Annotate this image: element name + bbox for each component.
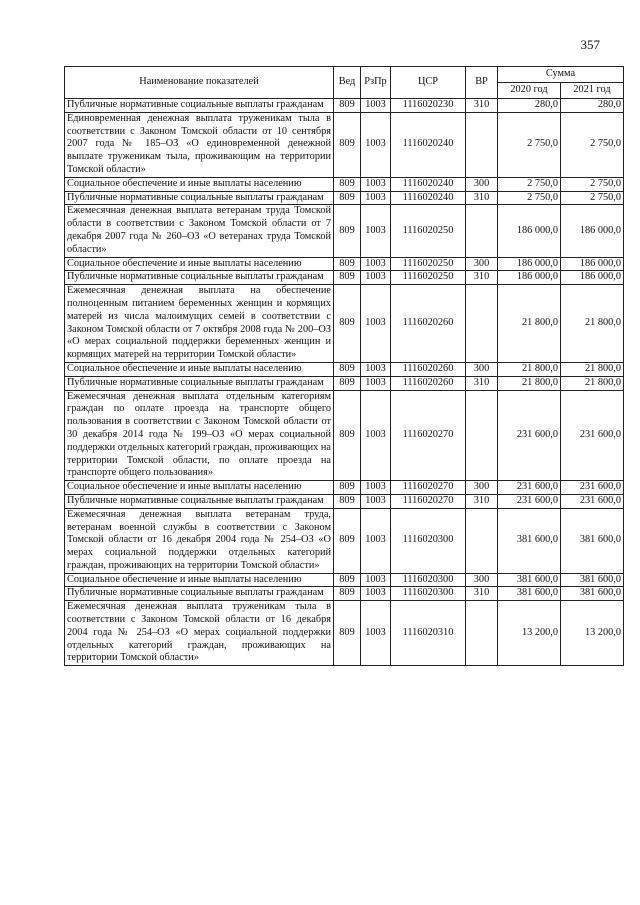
- row-ved: 809: [334, 390, 361, 481]
- row-csr: 1116020230: [391, 99, 466, 113]
- row-name: Ежемесячная денежная выплата на обеспечение полноценным питанием беременных женщин и кормящих матерей из числа малоимущих семей в соответствии с Законом Томской области от 7 октября 2008 года № 200–ОЗ «О мерах социальной поддержки беременных женщин и кормящих матерей на территории Томской области»: [65, 285, 334, 363]
- table-row: [65, 494, 624, 508]
- table-row: [65, 271, 624, 285]
- row-vr: [466, 285, 498, 363]
- row-vr: 300: [466, 177, 498, 191]
- row-csr: 1116020300: [391, 573, 466, 587]
- row-name: Ежемесячная денежная выплата ветеранам труда Томской области в соответствии с Законом Томской области от 7 декабря 2007 года № 260–ОЗ «О ветеранах труда Томской области»: [65, 205, 334, 257]
- row-csr: 1116020270: [391, 390, 466, 481]
- table-row: [65, 257, 624, 271]
- row-sum-2021: 186 000,0: [561, 271, 624, 285]
- row-csr: 1116020250: [391, 257, 466, 271]
- header-csr: ЦСР: [391, 67, 466, 99]
- table-row: [65, 99, 624, 113]
- row-sum-2020: 381 600,0: [498, 573, 561, 587]
- table-row: [65, 112, 624, 177]
- row-sum-2020: 186 000,0: [498, 205, 561, 257]
- row-rzpr: 1003: [361, 601, 391, 666]
- row-sum-2020: 21 800,0: [498, 376, 561, 390]
- row-name: Единовременная денежная выплата труженикам тыла в соответствии с Законом Томской области от 10 сентября 2007 года № 185–ОЗ «О единовременной денежной выплате труженикам тыла, проживающим на территории Томской области»: [65, 112, 334, 177]
- row-vr: [466, 601, 498, 666]
- row-ved: 809: [334, 285, 361, 363]
- table-row: [65, 573, 624, 587]
- row-ved: 809: [334, 177, 361, 191]
- table-row: [65, 376, 624, 390]
- header-rzpr: РзПр: [361, 67, 391, 99]
- row-ved: 809: [334, 587, 361, 601]
- row-vr: [466, 205, 498, 257]
- row-ved: 809: [334, 508, 361, 573]
- row-sum-2020: 13 200,0: [498, 601, 561, 666]
- row-vr: 300: [466, 362, 498, 376]
- row-ved: 809: [334, 205, 361, 257]
- row-name: Публичные нормативные социальные выплаты гражданам: [65, 191, 334, 205]
- row-csr: 1116020270: [391, 481, 466, 495]
- row-vr: 300: [466, 481, 498, 495]
- row-rzpr: 1003: [361, 481, 391, 495]
- row-ved: 809: [334, 257, 361, 271]
- row-ved: 809: [334, 376, 361, 390]
- row-sum-2020: 231 600,0: [498, 494, 561, 508]
- row-vr: 310: [466, 376, 498, 390]
- row-sum-2021: 186 000,0: [561, 205, 624, 257]
- row-name: Публичные нормативные социальные выплаты гражданам: [65, 376, 334, 390]
- row-csr: 1116020300: [391, 508, 466, 573]
- row-name: Социальное обеспечение и иные выплаты населению: [65, 177, 334, 191]
- row-rzpr: 1003: [361, 257, 391, 271]
- row-name: Публичные нормативные социальные выплаты гражданам: [65, 587, 334, 601]
- row-ved: 809: [334, 573, 361, 587]
- row-rzpr: 1003: [361, 362, 391, 376]
- row-sum-2021: 21 800,0: [561, 376, 624, 390]
- row-rzpr: 1003: [361, 271, 391, 285]
- row-ved: 809: [334, 271, 361, 285]
- row-rzpr: 1003: [361, 177, 391, 191]
- row-rzpr: 1003: [361, 390, 391, 481]
- page-number: 357: [580, 37, 600, 52]
- row-sum-2020: 2 750,0: [498, 191, 561, 205]
- header-year-2020: 2020 год: [498, 83, 561, 99]
- row-sum-2021: 381 600,0: [561, 508, 624, 573]
- row-vr: [466, 508, 498, 573]
- row-csr: 1116020310: [391, 601, 466, 666]
- row-rzpr: 1003: [361, 285, 391, 363]
- row-sum-2021: 186 000,0: [561, 257, 624, 271]
- table-row: [65, 285, 624, 363]
- row-ved: 809: [334, 112, 361, 177]
- row-sum-2021: 2 750,0: [561, 177, 624, 191]
- header-year-2021: 2021 год: [561, 83, 624, 99]
- row-name: Публичные нормативные социальные выплаты гражданам: [65, 271, 334, 285]
- row-ved: 809: [334, 99, 361, 113]
- row-vr: 310: [466, 587, 498, 601]
- row-rzpr: 1003: [361, 508, 391, 573]
- row-rzpr: 1003: [361, 494, 391, 508]
- row-ved: 809: [334, 362, 361, 376]
- row-rzpr: 1003: [361, 112, 391, 177]
- row-csr: 1116020260: [391, 285, 466, 363]
- row-sum-2020: 280,0: [498, 99, 561, 113]
- row-sum-2021: 2 750,0: [561, 191, 624, 205]
- header-name: Наименование показателей: [65, 67, 334, 99]
- row-rzpr: 1003: [361, 99, 391, 113]
- table-row: [65, 481, 624, 495]
- row-name: Ежемесячная денежная выплата ветеранам труда, ветеранам военной службы в соответствии с Законом Томской области от 16 декабря 2004 года № 254–ОЗ «О мерах социальной поддержки отдельных категорий граждан, проживающих на территории Томской области»: [65, 508, 334, 573]
- row-name: Социальное обеспечение и иные выплаты населению: [65, 573, 334, 587]
- row-sum-2020: 381 600,0: [498, 508, 561, 573]
- row-csr: 1116020270: [391, 494, 466, 508]
- row-csr: 1116020240: [391, 191, 466, 205]
- row-name: Ежемесячная денежная выплата труженикам тыла в соответствии с Законом Томской области от 16 декабря 2004 года № 254–ОЗ «О мерах социальной поддержки отдельных категорий граждан, проживающих на территории Томской области»: [65, 601, 334, 666]
- header-vr: ВР: [466, 67, 498, 99]
- row-sum-2021: 2 750,0: [561, 112, 624, 177]
- row-csr: 1116020300: [391, 587, 466, 601]
- table-row: [65, 508, 624, 573]
- row-vr: 310: [466, 271, 498, 285]
- row-csr: 1116020240: [391, 177, 466, 191]
- row-sum-2020: 2 750,0: [498, 112, 561, 177]
- row-ved: 809: [334, 601, 361, 666]
- row-sum-2021: 13 200,0: [561, 601, 624, 666]
- row-rzpr: 1003: [361, 587, 391, 601]
- row-csr: 1116020250: [391, 205, 466, 257]
- row-ved: 809: [334, 191, 361, 205]
- table-row: [65, 362, 624, 376]
- row-sum-2020: 21 800,0: [498, 362, 561, 376]
- row-vr: [466, 390, 498, 481]
- row-sum-2021: 381 600,0: [561, 587, 624, 601]
- table-row: [65, 390, 624, 481]
- row-sum-2021: 21 800,0: [561, 285, 624, 363]
- table-header: [65, 67, 624, 99]
- row-sum-2020: 231 600,0: [498, 390, 561, 481]
- row-sum-2020: 231 600,0: [498, 481, 561, 495]
- row-sum-2020: 21 800,0: [498, 285, 561, 363]
- row-vr: 310: [466, 494, 498, 508]
- row-name: Социальное обеспечение и иные выплаты населению: [65, 257, 334, 271]
- row-sum-2021: 21 800,0: [561, 362, 624, 376]
- row-name: Социальное обеспечение и иные выплаты населению: [65, 362, 334, 376]
- row-sum-2021: 231 600,0: [561, 494, 624, 508]
- row-rzpr: 1003: [361, 573, 391, 587]
- table-body: [65, 99, 624, 666]
- row-ved: 809: [334, 494, 361, 508]
- row-rzpr: 1003: [361, 191, 391, 205]
- row-vr: 310: [466, 191, 498, 205]
- row-name: Публичные нормативные социальные выплаты гражданам: [65, 99, 334, 113]
- row-sum-2021: 231 600,0: [561, 481, 624, 495]
- table-row: [65, 587, 624, 601]
- row-vr: 300: [466, 573, 498, 587]
- row-vr: [466, 112, 498, 177]
- header-ved: Вед: [334, 67, 361, 99]
- table-row: [65, 205, 624, 257]
- budget-table: [64, 66, 624, 666]
- row-vr: 300: [466, 257, 498, 271]
- row-sum-2021: 280,0: [561, 99, 624, 113]
- header-sum: Сумма: [498, 67, 624, 83]
- row-csr: 1116020240: [391, 112, 466, 177]
- table-row: [65, 191, 624, 205]
- row-sum-2020: 381 600,0: [498, 587, 561, 601]
- row-sum-2020: 2 750,0: [498, 177, 561, 191]
- row-sum-2021: 381 600,0: [561, 573, 624, 587]
- row-ved: 809: [334, 481, 361, 495]
- row-sum-2021: 231 600,0: [561, 390, 624, 481]
- table-row: [65, 601, 624, 666]
- row-vr: 310: [466, 99, 498, 113]
- row-sum-2020: 186 000,0: [498, 271, 561, 285]
- row-rzpr: 1003: [361, 205, 391, 257]
- table-row: [65, 177, 624, 191]
- row-csr: 1116020260: [391, 376, 466, 390]
- row-name: Социальное обеспечение и иные выплаты населению: [65, 481, 334, 495]
- row-name: Публичные нормативные социальные выплаты гражданам: [65, 494, 334, 508]
- row-rzpr: 1003: [361, 376, 391, 390]
- row-csr: 1116020260: [391, 362, 466, 376]
- row-csr: 1116020250: [391, 271, 466, 285]
- row-name: Ежемесячная денежная выплата отдельным категориям граждан по оплате проезда на транспорте общего пользования в соответствии с Законом Томской области от 30 декабря 2014 года № 199–ОЗ «О мерах социальной поддержки отдельных категорий граждан, проживающих на территории Томской области, по оплате проезда на транспорте общего пользования»: [65, 390, 334, 481]
- row-sum-2020: 186 000,0: [498, 257, 561, 271]
